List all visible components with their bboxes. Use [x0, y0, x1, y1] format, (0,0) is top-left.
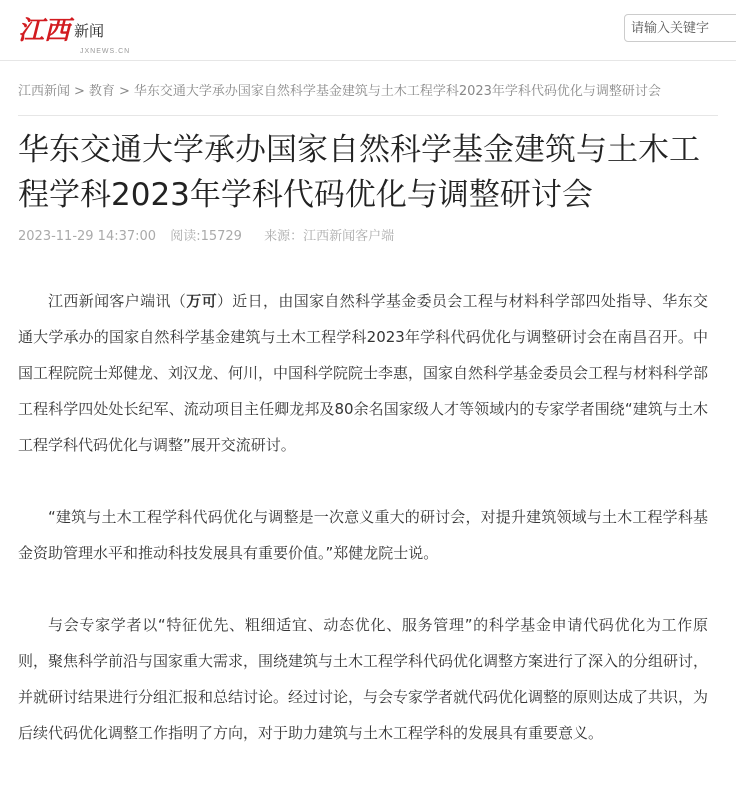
article-source: 来源：江西新闻客户端	[264, 229, 395, 244]
breadcrumb	[18, 83, 661, 101]
svg-text:江西: 江西	[18, 16, 71, 46]
paragraph-1-lead: 江西新闻客户端讯（	[48, 292, 187, 310]
breadcrumb-education[interactable]: 教育	[88, 84, 115, 99]
paragraph-1-text: ）近日，由国家自然科学基金委员会工程与材料科学部四处指导、华东交通大学承办的国家自然科学基金建筑与土木工程学科2023年学科代码优化与调整研讨会在南昌召开。中国工程院院士郑健龙、刘汉龙、何川，中国科学院院士李惠，国家自然科学基金委员会工程与材料科学部工程科学四处处长纪军、流动项目主任卿龙邦及80余名国家级人才等领域内的专家学者围绕“建筑与土木工程学科代码优化与调整”展开交流研讨。	[18, 292, 709, 454]
view-count: 阅读:15729	[170, 229, 242, 244]
breadcrumb-separator: >	[118, 84, 130, 99]
publish-datetime: 2023-11-29 14:37:00	[18, 229, 157, 244]
site-logo[interactable]	[18, 12, 131, 55]
search-input[interactable]	[624, 14, 736, 42]
paragraph-2: “建筑与土木工程学科代码优化与调整是一次意义重大的研讨会，对提升建筑领域与土木工程学科基金资助管理水平和推动科技发展具有重要价值。”郑健龙院士说。	[18, 508, 708, 562]
logo-subtitle: JXNEWS.CN	[80, 48, 131, 55]
svg-text:新闻: 新闻	[74, 22, 105, 40]
breadcrumb-separator: >	[74, 84, 85, 99]
logo-mark	[18, 12, 128, 46]
header-divider	[0, 60, 736, 61]
article-title: 华东交通大学承办国家自然科学基金建筑与土木工程学科2023年学科代码优化与调整研讨会	[18, 132, 700, 213]
article-meta	[18, 228, 404, 246]
author-name: 万可	[186, 292, 217, 310]
breadcrumb-home[interactable]: 江西新闻	[18, 84, 71, 99]
paragraph-3: 与会专家学者以“特征优先、粗细适宜、动态优化、服务管理”的科学基金申请代码优化为工作原则，聚焦科学前沿与国家重大需求，围绕建筑与土木工程学科代码优化调整方案进行了深入的分组研讨，并就研讨结果进行分组汇报和总结讨论。经过讨论，与会专家学者就代码优化调整的原则达成了共识，为后续代码优化调整工作指明了方向，对于助力建筑与土木工程学科的发展具有重要意义。	[18, 616, 709, 742]
paragraph-1	[18, 283, 708, 463]
site-header	[0, 0, 736, 60]
article-body	[18, 283, 708, 787]
breadcrumb-divider	[18, 115, 718, 116]
breadcrumb-current[interactable]: 华东交通大学承办国家自然科学基金建筑与土木工程学科2023年学科代码优化与调整研讨会	[133, 84, 661, 99]
